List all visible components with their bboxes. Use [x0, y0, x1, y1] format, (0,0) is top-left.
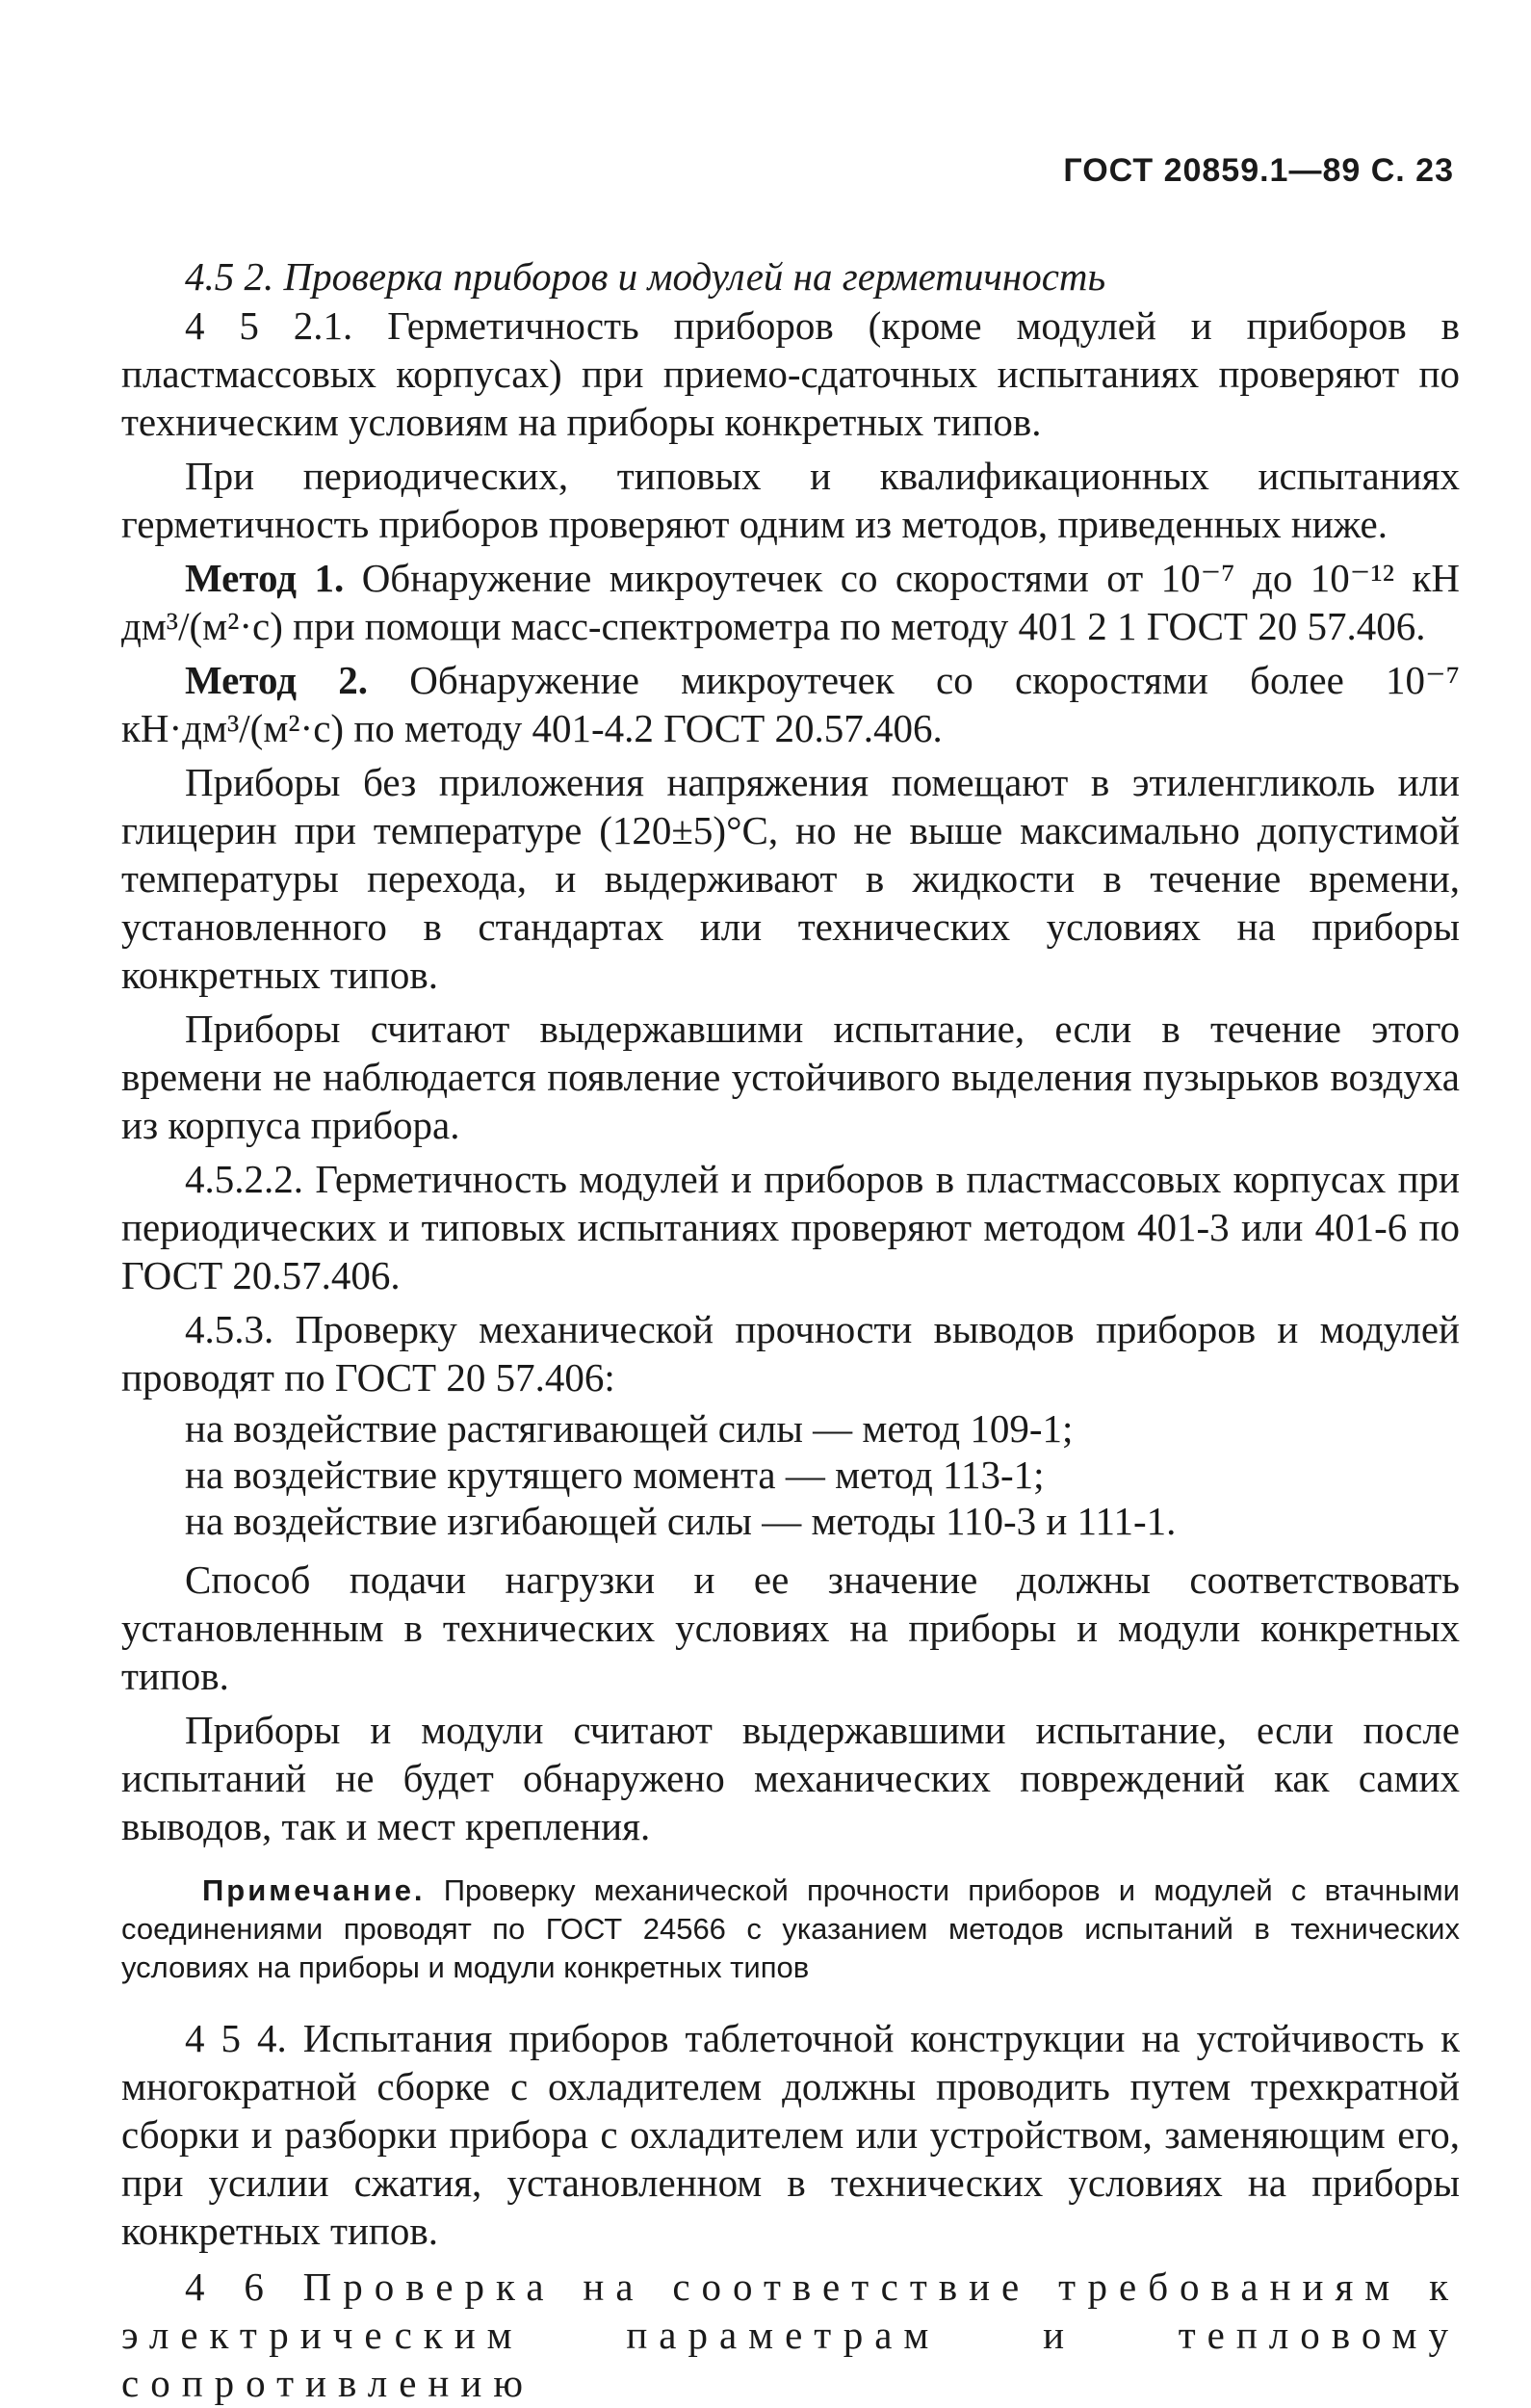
list-item: на воздействие изгибающей силы — методы 110-3 и 111-1.: [185, 1499, 1177, 1543]
list-item: на воздействие крутящего момента — метод 113-1;: [185, 1453, 1045, 1497]
note-paragraph: [121, 1871, 1460, 1987]
page-header: ГОСТ 20859.1—89 С. 23: [1063, 152, 1454, 189]
periodic-tests-paragraph: При периодических, типовых и квалификационных испытаниях герметичность приборов проверяют одним из методов, приведенных ниже.: [121, 454, 1460, 546]
load-method-paragraph: Способ подачи нагрузки и ее значение должны соответствовать установленным в технических условиях на приборы и модули конкретных типов.: [121, 1557, 1460, 1698]
section-4-5-3-intro: 4.5.3. Проверку механической прочности выводов приборов и модулей проводят по ГОСТ 20 57.406:: [121, 1307, 1460, 1400]
note-label: Примечание.: [202, 1873, 426, 1907]
method-2-label: Метод 2.: [185, 658, 369, 702]
section-4-5-2-2-text: 4.5.2.2. Герметичность модулей и приборов в пластмассовых корпусах при периодических и типовых испытаниях проверяют методом 401-3 или 401-6 по ГОСТ 20.57.406.: [121, 1157, 1460, 1297]
section-4-6-heading: 4 6 Проверка на соответствие требованиям к электрическим параметрам и тепловому сопротивлению: [121, 2264, 1460, 2405]
method-2-paragraph: [121, 656, 1460, 752]
section-4-5-4-text: 4 5 4. Испытания приборов таблеточной конструкции на устойчивость к многократной сборке с охладителем должны проводить путем трехкратной сборки и разборки прибора с охладителем или устройством, заменяющим его, при усилии сжатия, установленном в технических условиях на приборы конкретных типов.: [121, 2016, 1460, 2253]
section-4-5-2-title-block: [121, 252, 1460, 301]
list-item: на воздействие растягивающей силы — метод 109-1;: [185, 1406, 1074, 1451]
section-4-5-2-1-text: 4 5 2.1. Герметичность приборов (кроме модулей и приборов в пластмассовых корпусах) при приемо-сдаточных испытаниях проверяют по техническим условиям на приборы конкретных типов.: [121, 303, 1460, 444]
method-2-text: Обнаружение микроутечек со скоростями более 10⁻⁷ кН·дм³/(м²·с) по методу 401-4.2 ГОСТ 20.57.406.: [121, 658, 1460, 750]
method-1-paragraph: [121, 554, 1460, 650]
immersion-paragraph: Приборы без приложения напряжения помещают в этиленгликоль или глицерин при температуре (120±5)°С, но не выше максимально допустимой температуры перехода, и выдерживают в жидкости в течение времени, установленного в стандартах или технических условиях на приборы конкретных типов.: [121, 760, 1460, 997]
method-1-text: Обнаружение микроутечек со скоростями от 10⁻⁷ до 10⁻¹² кН дм³/(м²·с) при помощи масс-спектрометра по методу 401 2 1 ГОСТ 20 57.406.: [121, 556, 1461, 648]
note-text: Проверку механической прочности приборов и модулей с втачными соединениями проводят по ГОСТ 24566 с указанием методов испытаний в технических условиях на приборы и модули конкретных типов: [121, 1873, 1460, 1984]
bubbles-paragraph: Приборы считают выдержавшими испытание, если в течение этого времени не наблюдается появление устойчивого выделения пузырьков воздуха из корпуса прибора.: [121, 1007, 1460, 1147]
section-4-5-2-1: [121, 301, 1460, 2407]
method-1-label: Метод 1.: [185, 556, 345, 600]
section-4-5-2-title: 4.5 2. Проверка приборов и модулей на герметичность: [185, 254, 1106, 299]
leads-result-paragraph: Приборы и модули считают выдержавшими испытание, если после испытаний не будет обнаружено механических повреждений как самих выводов, так и мест крепления.: [121, 1708, 1460, 1848]
